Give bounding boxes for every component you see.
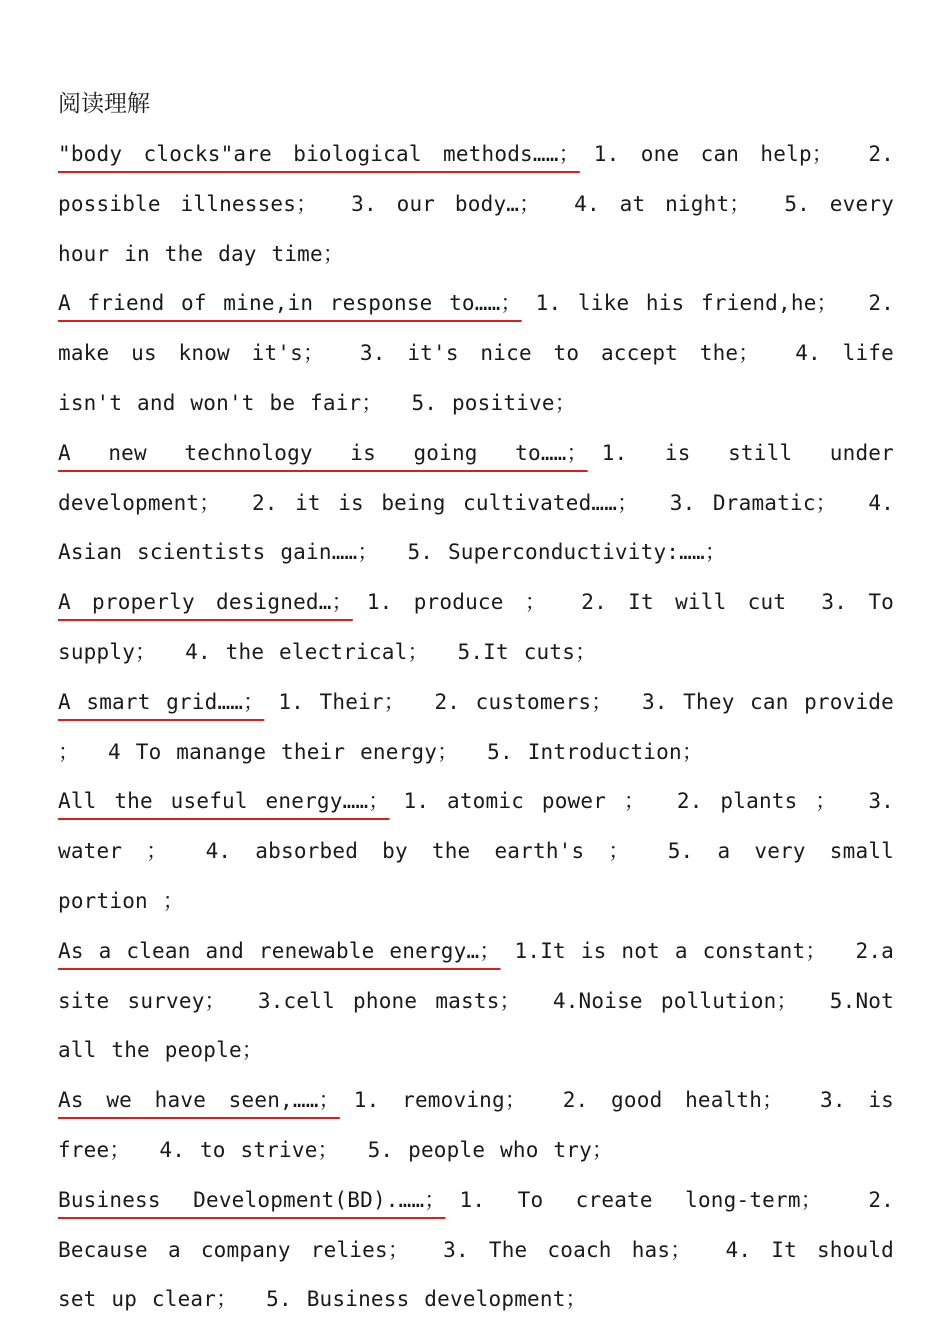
entry-lead-phrase: "body clocks"are biological methods……； xyxy=(58,142,580,166)
entry-answer-item: 1. To create long-term； xyxy=(459,1187,822,1212)
entry-answer-item: 3. To supply； xyxy=(58,590,895,664)
entry-answer-item: 5.Not all the people； xyxy=(58,988,894,1063)
entry-answer-item: 4 To manange their energy； xyxy=(108,739,459,764)
entry-answer-item: 3. They can provide ； xyxy=(58,689,894,764)
entry-answer-item: 4.Noise pollution； xyxy=(552,988,798,1013)
entry-answer-item: 5.It cuts； xyxy=(457,639,597,664)
entry-answer-item: 2. It will cut xyxy=(581,590,787,615)
answer-entry xyxy=(58,1076,894,1176)
entry-lead-phrase: A new technology is going to……； xyxy=(58,440,588,465)
entry-lead-phrase: As a clean and renewable energy…； xyxy=(58,938,501,963)
entry-answer-item: 5. positive； xyxy=(411,390,576,415)
entry-answer-item: 2. make us know it's； xyxy=(58,291,895,366)
entry-lead-phrase: Business Development(BD).……； xyxy=(58,1187,446,1212)
entry-answer-item: 1. removing； xyxy=(353,1088,527,1113)
answer-entry xyxy=(58,279,894,428)
page-title: 阅读理解 xyxy=(58,91,150,117)
entry-answer-item: 5. Business development； xyxy=(266,1287,587,1312)
entry-answer-item: 2. plants ； xyxy=(676,789,837,814)
answer-entry xyxy=(58,578,894,678)
entry-answer-item: 4. to strive； xyxy=(159,1137,339,1162)
entry-answer-item: 5. every hour in the day time； xyxy=(58,191,895,266)
document-page xyxy=(58,82,894,1325)
entry-answer-item: 2. possible illnesses； xyxy=(58,142,894,216)
entry-answer-item: 5. people who try； xyxy=(367,1137,614,1162)
entry-answer-item: 4. Asian scientists gain……； xyxy=(58,490,895,565)
entry-lead-phrase: A smart grid……； xyxy=(58,689,265,714)
entry-lead-phrase: As we have seen,……； xyxy=(58,1088,340,1113)
entry-answer-item: 2. Because a company relies； xyxy=(58,1187,895,1262)
entry-answer-item: 1. produce ； xyxy=(366,590,547,615)
entry-answer-item: 1. atomic power ； xyxy=(403,789,646,814)
answer-entry xyxy=(58,130,894,279)
entry-answer-item: 2. it is being cultivated……； xyxy=(251,490,639,515)
entry-answer-item: 1. Their； xyxy=(278,689,405,714)
entry-answer-item: 4. absorbed by the earth's ； xyxy=(205,839,630,864)
answer-entry xyxy=(58,429,894,578)
entry-lead-phrase: A properly designed…； xyxy=(58,590,353,615)
entry-answer-item: 5. a very small portion ； xyxy=(58,839,895,913)
entry-answer-item: 2. good health； xyxy=(562,1088,784,1113)
entry-answer-item: 3. Dramatic； xyxy=(669,490,837,515)
entry-answer-item: 4. It should set up clear； xyxy=(58,1237,895,1312)
entry-answer-item: 3. it's nice to accept the； xyxy=(359,341,760,366)
entry-answer-item: 3. is free； xyxy=(58,1088,895,1162)
answer-entry xyxy=(58,678,894,778)
entry-answer-item: 1.It is not a constant； xyxy=(514,938,827,963)
entry-answer-item: 3. The coach has； xyxy=(443,1237,692,1262)
entry-answer-item: 5. Introduction； xyxy=(487,739,704,764)
entry-answer-item: 3. our body…； xyxy=(351,191,541,216)
entry-answer-item: 1. is still under development； xyxy=(58,440,894,515)
answer-entry xyxy=(58,1176,894,1325)
answer-entry xyxy=(58,777,894,926)
entry-answer-item: 3. water ； xyxy=(58,789,894,864)
entry-answer-item: 4. the electrical； xyxy=(185,639,429,664)
entry-lead-phrase: All the useful energy……； xyxy=(58,789,390,814)
entry-answer-item: 1. like his friend,he； xyxy=(535,291,838,316)
entry-answer-item: 4. at night； xyxy=(574,191,751,216)
entry-answer-item: 2.a site survey； xyxy=(58,938,895,1013)
answer-entry xyxy=(58,927,894,1076)
entry-answer-item: 4. life isn't and won't be fair； xyxy=(58,341,894,415)
entry-lead-phrase: A friend of mine,in response to……； xyxy=(58,291,522,316)
answer-key-list xyxy=(58,130,894,1325)
entry-answer-item: 3.cell phone masts； xyxy=(257,988,521,1013)
entry-answer-item: 2. customers； xyxy=(434,689,613,714)
entry-answer-item: 5. Superconductivity:……； xyxy=(407,540,727,565)
entry-answer-item: 1. one can help； xyxy=(593,142,833,166)
